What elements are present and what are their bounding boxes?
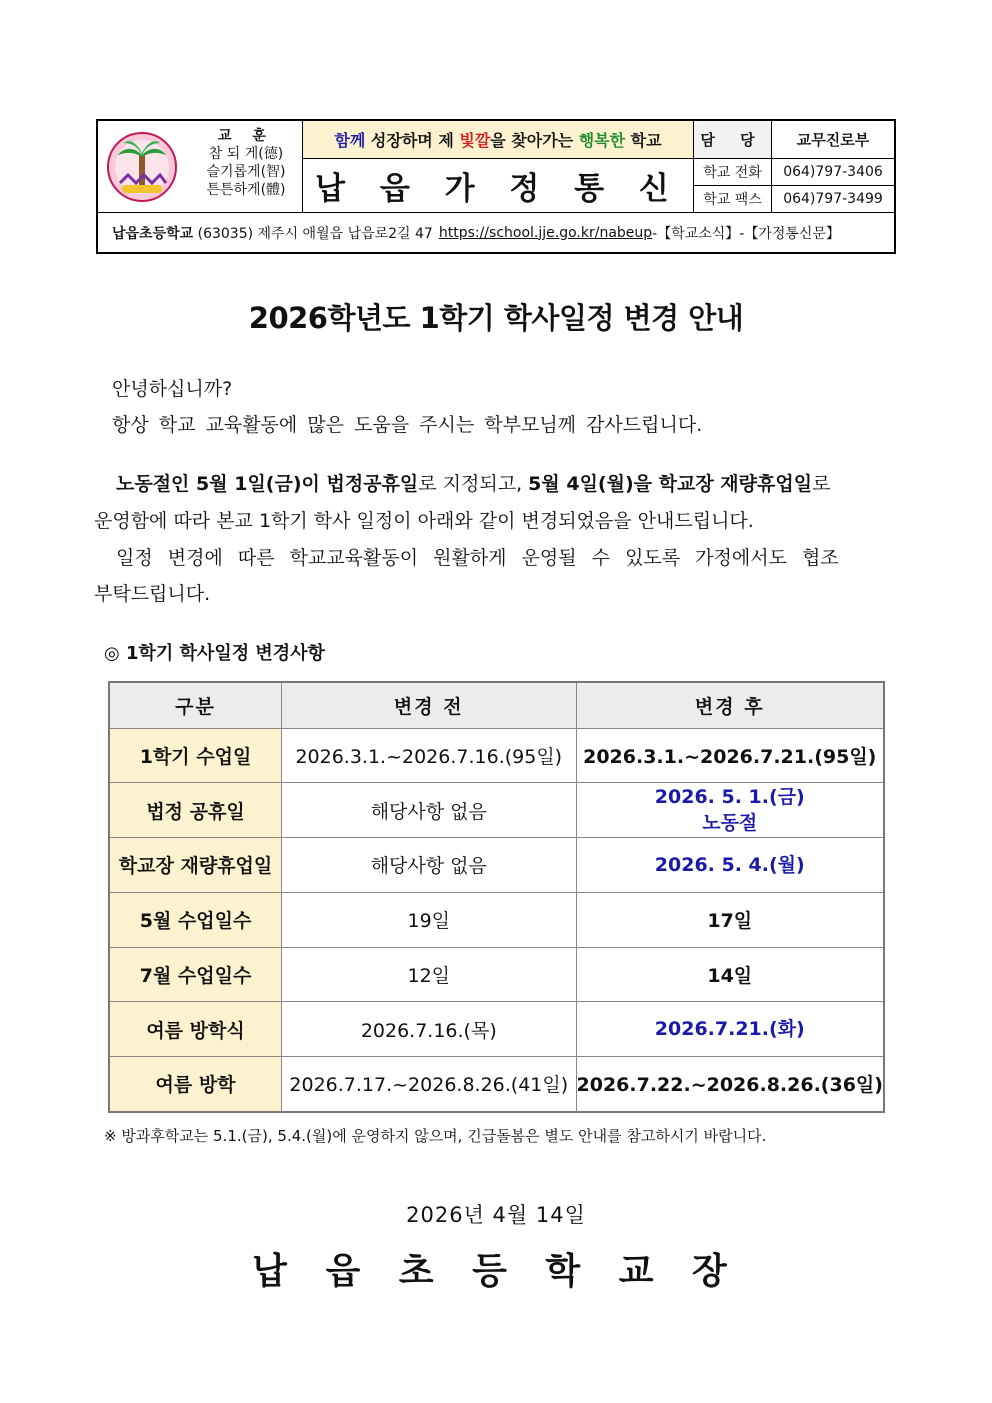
row-label: 학교장 재량휴업일: [109, 838, 282, 893]
notice-paragraph-line2: 운영함에 따라 본교 1학기 학사 일정이 아래와 같이 변경되었음을 안내드립니다.: [94, 510, 754, 532]
school-url-link[interactable]: https://school.jje.go.kr/nabeup: [438, 224, 653, 241]
table-row: [109, 947, 884, 1002]
motto-line: 튼튼하게(體): [206, 182, 286, 198]
greeting: 안녕하십니까?: [112, 378, 233, 400]
before-value: 12일: [282, 947, 576, 1002]
row-label: 여름 방학식: [109, 1002, 282, 1057]
signer: 납 읍 초 등 학 교 장: [252, 1251, 740, 1292]
vision-part: 학교: [625, 131, 662, 150]
issue-date: 2026년 4월 14일: [406, 1203, 586, 1227]
after-value: 2026.7.21.(화): [576, 1002, 884, 1057]
vision-part: 행복한: [578, 131, 626, 150]
school-address: (63035) 제주시 애월읍 납읍로2길 47: [197, 225, 433, 242]
request-paragraph-line1: 일정 변경에 따른 학교교육활동이 원활하게 운영될 수 있도록 가정에서도 협조: [116, 547, 839, 569]
row-label: 1학기 수업일: [109, 728, 282, 783]
table-row: [109, 728, 884, 783]
after-value-cell: [576, 783, 884, 838]
row-label: 5월 수업일수: [109, 892, 282, 947]
motto-line: 슬기롭게(智): [206, 164, 286, 180]
address-row: [98, 213, 894, 252]
table-header-row: [109, 682, 884, 728]
logo-motto-cell: [98, 121, 303, 213]
school-emblem-icon: [106, 131, 178, 203]
vision-part: 함께: [334, 131, 366, 150]
url-path: -【학교소식】-【가정통신문】: [652, 225, 840, 242]
thanks-paragraph: 항상 학교 교육활동에 많은 도움을 주시는 학부모님께 감사드립니다.: [112, 414, 703, 436]
schedule-table: [108, 681, 885, 1113]
after-value: 2026. 5. 4.(월): [576, 838, 884, 893]
after-value: 17일: [576, 892, 884, 947]
section-title: ◎ 1학기 학사일정 변경사항: [104, 643, 325, 664]
after-value: 2026. 5. 1.(금): [654, 786, 805, 809]
vision-part: 성장하며 제: [365, 131, 460, 150]
school-name: 납읍초등학교: [112, 225, 194, 242]
vision-part: 빛깔: [459, 131, 491, 150]
fax-label: 학교 팩스: [694, 186, 772, 213]
column-header: 변경 후: [576, 682, 884, 728]
column-header: 구분: [109, 682, 282, 728]
before-value: 해당사항 없음: [282, 838, 576, 893]
footnote: ※ 방과후학교는 5.1.(금), 5.4.(월)에 운영하지 않으며, 긴급돌봄은 별도 안내를 참고하시기 바랍니다.: [104, 1127, 767, 1145]
table-row: [109, 783, 884, 838]
notice-bold: 5월 4일(월)을 학교장 재량휴업일: [528, 473, 813, 495]
document-title: 2026학년도 1학기 학사일정 변경 안내: [248, 301, 744, 335]
notice-paragraph-line1: [116, 466, 898, 502]
table-row: [109, 892, 884, 947]
school-motto: [192, 127, 300, 199]
after-value: 14일: [576, 947, 884, 1002]
dept-label: 담 당: [694, 121, 772, 159]
before-value: 2026.7.16.(목): [282, 1002, 576, 1057]
table-row: [109, 1057, 884, 1112]
phone-value: 064)797-3406: [772, 159, 894, 186]
school-vision: [303, 121, 694, 159]
before-value: 2026.3.1.~2026.7.16.(95일): [282, 728, 576, 783]
before-value: 해당사항 없음: [282, 783, 576, 838]
before-value: 19일: [282, 892, 576, 947]
before-value: 2026.7.17.~2026.8.26.(41일): [282, 1057, 576, 1112]
vision-part: 을 찾아가는: [490, 131, 579, 150]
request-paragraph-line2: 부탁드립니다.: [94, 583, 211, 605]
row-label: 여름 방학: [109, 1057, 282, 1112]
notice-bold: 노동절인 5월 1일(금)이 법정공휴일: [116, 473, 419, 495]
newsletter-title: 납 읍 가 정 통 신: [303, 159, 694, 213]
row-label: 7월 수업일수: [109, 947, 282, 1002]
notice-text: 로 지정되고,: [418, 473, 529, 495]
column-header: 변경 전: [282, 682, 576, 728]
after-value: 2026.3.1.~2026.7.21.(95일): [576, 728, 884, 783]
motto-line: 참 되 게(德): [208, 146, 284, 162]
after-value-sub: 노동절: [702, 812, 758, 835]
after-value: 2026.7.22.~2026.8.26.(36일): [576, 1057, 884, 1112]
motto-title: 교 훈: [218, 128, 274, 144]
table-row: [109, 838, 884, 893]
fax-value: 064)797-3499: [772, 186, 894, 213]
notice-text: 로: [812, 473, 831, 495]
phone-label: 학교 전화: [694, 159, 772, 186]
dept-value: 교무진로부: [772, 121, 894, 159]
table-row: [109, 1002, 884, 1057]
row-label: 법정 공휴일: [109, 783, 282, 838]
newsletter-header: [96, 119, 896, 254]
